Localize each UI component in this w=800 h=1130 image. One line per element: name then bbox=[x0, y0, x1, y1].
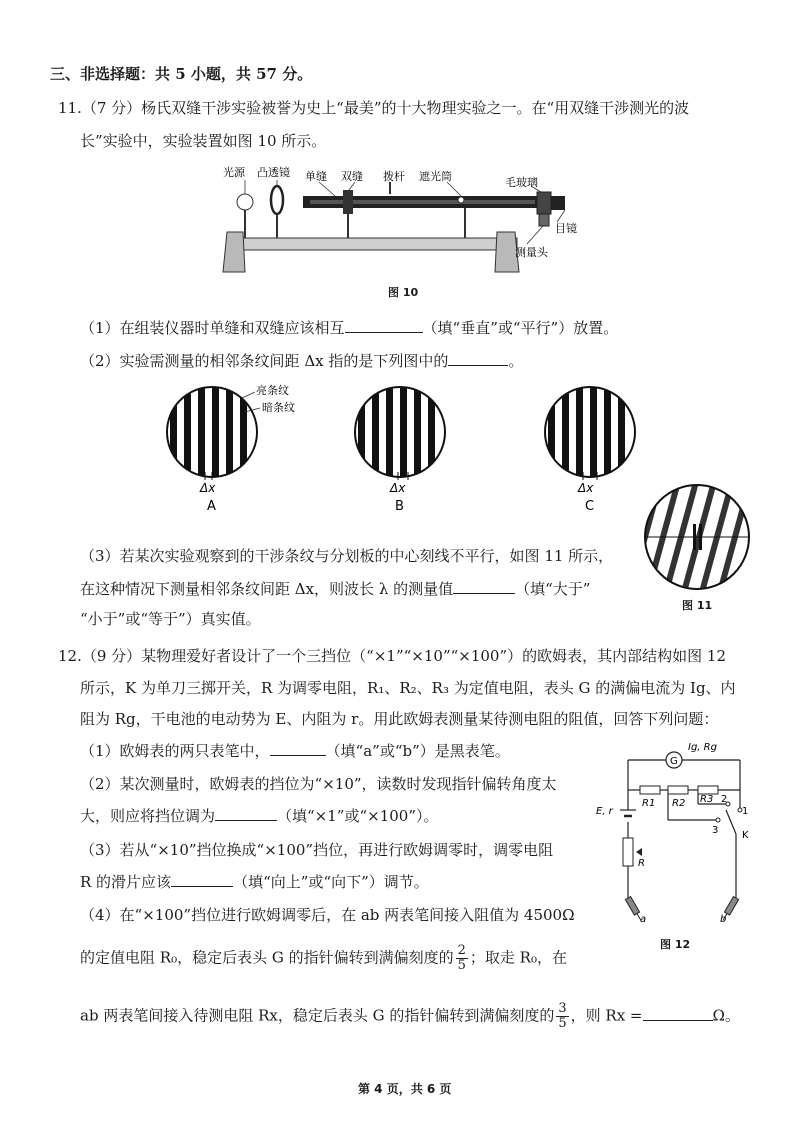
q12-part4-answer-blank[interactable] bbox=[643, 1006, 713, 1021]
q12-part1-text-after: （填“a”或“b”）是黑表笔。 bbox=[325, 742, 510, 760]
q11-part3-answer-blank[interactable] bbox=[453, 579, 515, 594]
label-ground-glass: 毛玻璃 bbox=[505, 176, 538, 189]
label-r1: R1 bbox=[642, 798, 656, 809]
page-footer: 第 4 页，共 6 页 bbox=[358, 1082, 452, 1096]
resistor-r2 bbox=[668, 786, 688, 794]
leader-eyepiece bbox=[557, 210, 565, 222]
fraction1-numerator: 2 bbox=[457, 943, 466, 958]
q11-part2 bbox=[80, 351, 523, 371]
q12-part4-line3-text-before: ab 两表笔间接入待测电阻 Rx，稳定后表头 G 的指针偏转到满偏刻度的 bbox=[80, 1006, 555, 1025]
label-lens: 凸透镜 bbox=[257, 166, 290, 179]
bulb-icon bbox=[237, 194, 253, 210]
label-measuring-head: 测量头 bbox=[515, 246, 548, 259]
q12-stem-line2: 所示，K 为单刀三掷开关，R 为调零电阻，R₁、R₂、R₃ 为定值电阻，表头 G 的满偏电流为 Ig、内 bbox=[80, 679, 736, 697]
q12-part2-answer-blank[interactable] bbox=[215, 806, 277, 821]
q12-part4-line3 bbox=[80, 1002, 740, 1031]
label-bright-fringe: 亮条纹 bbox=[256, 384, 289, 397]
q11-part3-text-before: 在这种情况下测量相邻条纹间距 Δx，则波长 λ 的测量值 bbox=[80, 580, 454, 598]
fringe-pattern-c bbox=[542, 384, 642, 484]
label-pos2: 2 bbox=[721, 794, 728, 805]
q12-part4-line3-text-mid: ，则 Rx = bbox=[570, 1006, 643, 1025]
leader-tube bbox=[447, 182, 461, 196]
q11-part3-line1: （3）若某次实验观察到的干涉条纹与分划板的中心刻线不平行，如图 11 所示， bbox=[80, 547, 614, 565]
q11-part1-text-before: （1）在组装仪器时单缝和双缝应该相互 bbox=[80, 319, 345, 337]
q12-part3-line2 bbox=[80, 872, 429, 892]
label-double-slit: 双缝 bbox=[341, 170, 363, 183]
label-single-slit: 单缝 bbox=[305, 170, 327, 183]
q11-part3-line3: “小于”或“等于”）真实值。 bbox=[80, 610, 261, 628]
fringe-pattern-a bbox=[164, 384, 264, 484]
switch-contact-3 bbox=[716, 818, 720, 822]
leader-double bbox=[349, 182, 355, 190]
label-light-source: 光源 bbox=[223, 166, 245, 179]
rheostat-r bbox=[623, 838, 633, 866]
q12-part1-answer-blank[interactable] bbox=[270, 741, 326, 756]
q11-part2-text-after: 。 bbox=[508, 352, 524, 370]
resistor-r1 bbox=[640, 786, 660, 794]
q11-stem-line2: 长”实验中，实验装置如图 10 所示。 bbox=[80, 132, 327, 150]
fig11-fringes bbox=[640, 482, 760, 592]
label-r2: R2 bbox=[672, 798, 686, 809]
rail bbox=[227, 238, 517, 250]
dx-label-a: Δx bbox=[200, 481, 216, 495]
fig12-circuit bbox=[588, 738, 760, 938]
label-probe-a: a bbox=[640, 914, 647, 925]
q12-part3-text-after: （填“向上”或“向下”）调节。 bbox=[233, 873, 429, 891]
rail-leg-left bbox=[223, 232, 245, 272]
q12-part3-answer-blank[interactable] bbox=[171, 872, 233, 887]
label-ig-rg: Ig, Rg bbox=[688, 742, 717, 753]
q12-part4-line2 bbox=[80, 944, 567, 973]
fig10-apparatus bbox=[215, 160, 590, 280]
fig11-center-mark-right bbox=[699, 524, 702, 550]
q12-stem-line3: 阻为 Rg，干电池的电动势为 E、内阻为 r。用此欧姆表测量某待测电阻的阻值，回答下列问题： bbox=[80, 710, 719, 728]
measuring-head-body bbox=[537, 192, 551, 214]
leader-single bbox=[319, 182, 335, 196]
q12-part2-line1: （2）某次测量时，欧姆表的挡位为“×10”，读数时发现指针偏转角度太 bbox=[80, 775, 557, 793]
q12-part4-line3-text-after: Ω。 bbox=[712, 1006, 740, 1025]
leader-bright bbox=[242, 392, 255, 398]
q12-part3-line1: （3）若从“×10”挡位换成“×100”挡位，再进行欧姆调零时，调零电阻 bbox=[80, 841, 554, 859]
q11-stem-line1: 11.（7 分）杨氏双缝干涉实验被誉为史上“最美”的十大物理实验之一。在“用双缝干涉测光的波 bbox=[58, 99, 690, 117]
label-rheostat: R bbox=[638, 858, 645, 869]
rheostat-slider bbox=[636, 848, 642, 856]
q12-part1 bbox=[80, 741, 510, 761]
fraction-three-fifths bbox=[556, 1002, 568, 1031]
label-r3: R3 bbox=[700, 794, 714, 805]
q11-part1 bbox=[80, 318, 618, 338]
fig11-tilted-fringes bbox=[640, 482, 760, 592]
q12-part2-text-before: 大，则应将挡位调为 bbox=[80, 807, 216, 825]
dx-label-c: Δx bbox=[578, 481, 594, 495]
label-pos3: 3 bbox=[712, 825, 719, 836]
lens-icon bbox=[271, 186, 283, 214]
q11-part3-text-after: （填“大于” bbox=[515, 580, 591, 598]
measuring-drum bbox=[539, 214, 549, 226]
label-eyepiece: 目镜 bbox=[555, 222, 577, 235]
fraction2-numerator: 3 bbox=[558, 1001, 567, 1016]
q11-part1-text-after: （填“垂直”或“平行”）放置。 bbox=[422, 319, 619, 337]
fraction1-denominator: 5 bbox=[457, 958, 466, 973]
label-switch-k: K bbox=[742, 830, 749, 841]
q12-part3-text-before: R 的滑片应该 bbox=[80, 873, 172, 891]
label-probe-b: b bbox=[720, 914, 727, 925]
fringe-options-figure bbox=[150, 380, 660, 515]
q12-part2-text-after: （填“×1”或“×100”）。 bbox=[277, 807, 439, 825]
fig11-center-mark-left bbox=[693, 524, 696, 550]
label-dark-fringe: 暗条纹 bbox=[262, 401, 295, 414]
q12-part4-line1: （4）在“×100”挡位进行欧姆调零后，在 ab 两表笔间接入阻值为 4500Ω bbox=[80, 906, 575, 924]
option-label-a: A bbox=[207, 499, 216, 514]
q12-part2-line2 bbox=[80, 806, 439, 826]
slit-holder bbox=[343, 190, 353, 214]
dx-label-b: Δx bbox=[390, 481, 406, 495]
q11-part3-line2 bbox=[80, 579, 590, 599]
fringe-pattern-b bbox=[352, 384, 452, 484]
label-pos1: 1 bbox=[742, 806, 749, 817]
q11-part2-text-before: （2）实验需测量的相邻条纹间距 Δx 指的是下列图中的 bbox=[80, 352, 449, 370]
fig10-caption: 图 10 bbox=[388, 286, 419, 299]
option-label-c: C bbox=[585, 499, 595, 514]
eyepiece-body bbox=[551, 196, 565, 210]
resistor-r3 bbox=[698, 786, 718, 794]
q12-part1-text-before: （1）欧姆表的两只表笔中， bbox=[80, 742, 270, 760]
leader-head bbox=[527, 226, 543, 244]
section-heading: 三、非选择题：共 5 小题，共 57 分。 bbox=[50, 65, 313, 83]
fig11-caption: 图 11 bbox=[682, 599, 713, 612]
q11-part2-answer-blank[interactable] bbox=[448, 351, 508, 366]
fig12-caption: 图 12 bbox=[660, 938, 691, 951]
fraction-two-fifths bbox=[456, 944, 468, 973]
option-label-b: B bbox=[395, 499, 404, 514]
q11-part1-answer-blank[interactable] bbox=[345, 318, 423, 333]
tube-knob bbox=[458, 197, 464, 203]
fraction2-denominator: 5 bbox=[558, 1016, 567, 1031]
q12-part4-line2-text-before: 的定值电阻 R₀，稳定后表头 G 的指针偏转到满偏刻度的 bbox=[80, 948, 454, 967]
label-emf: E, r bbox=[596, 806, 613, 817]
label-g: G bbox=[670, 756, 678, 767]
label-lever: 拨杆 bbox=[383, 170, 405, 183]
q12-part4-line2-text-after: ；取走 R₀，在 bbox=[469, 948, 567, 967]
q12-stem-line1: 12.（9 分）某物理爱好者设计了一个三挡位（“×1”“×10”“×100”）的欧姆表，其内部结构如图 12 bbox=[58, 647, 727, 665]
label-tube: 遮光筒 bbox=[419, 170, 452, 183]
